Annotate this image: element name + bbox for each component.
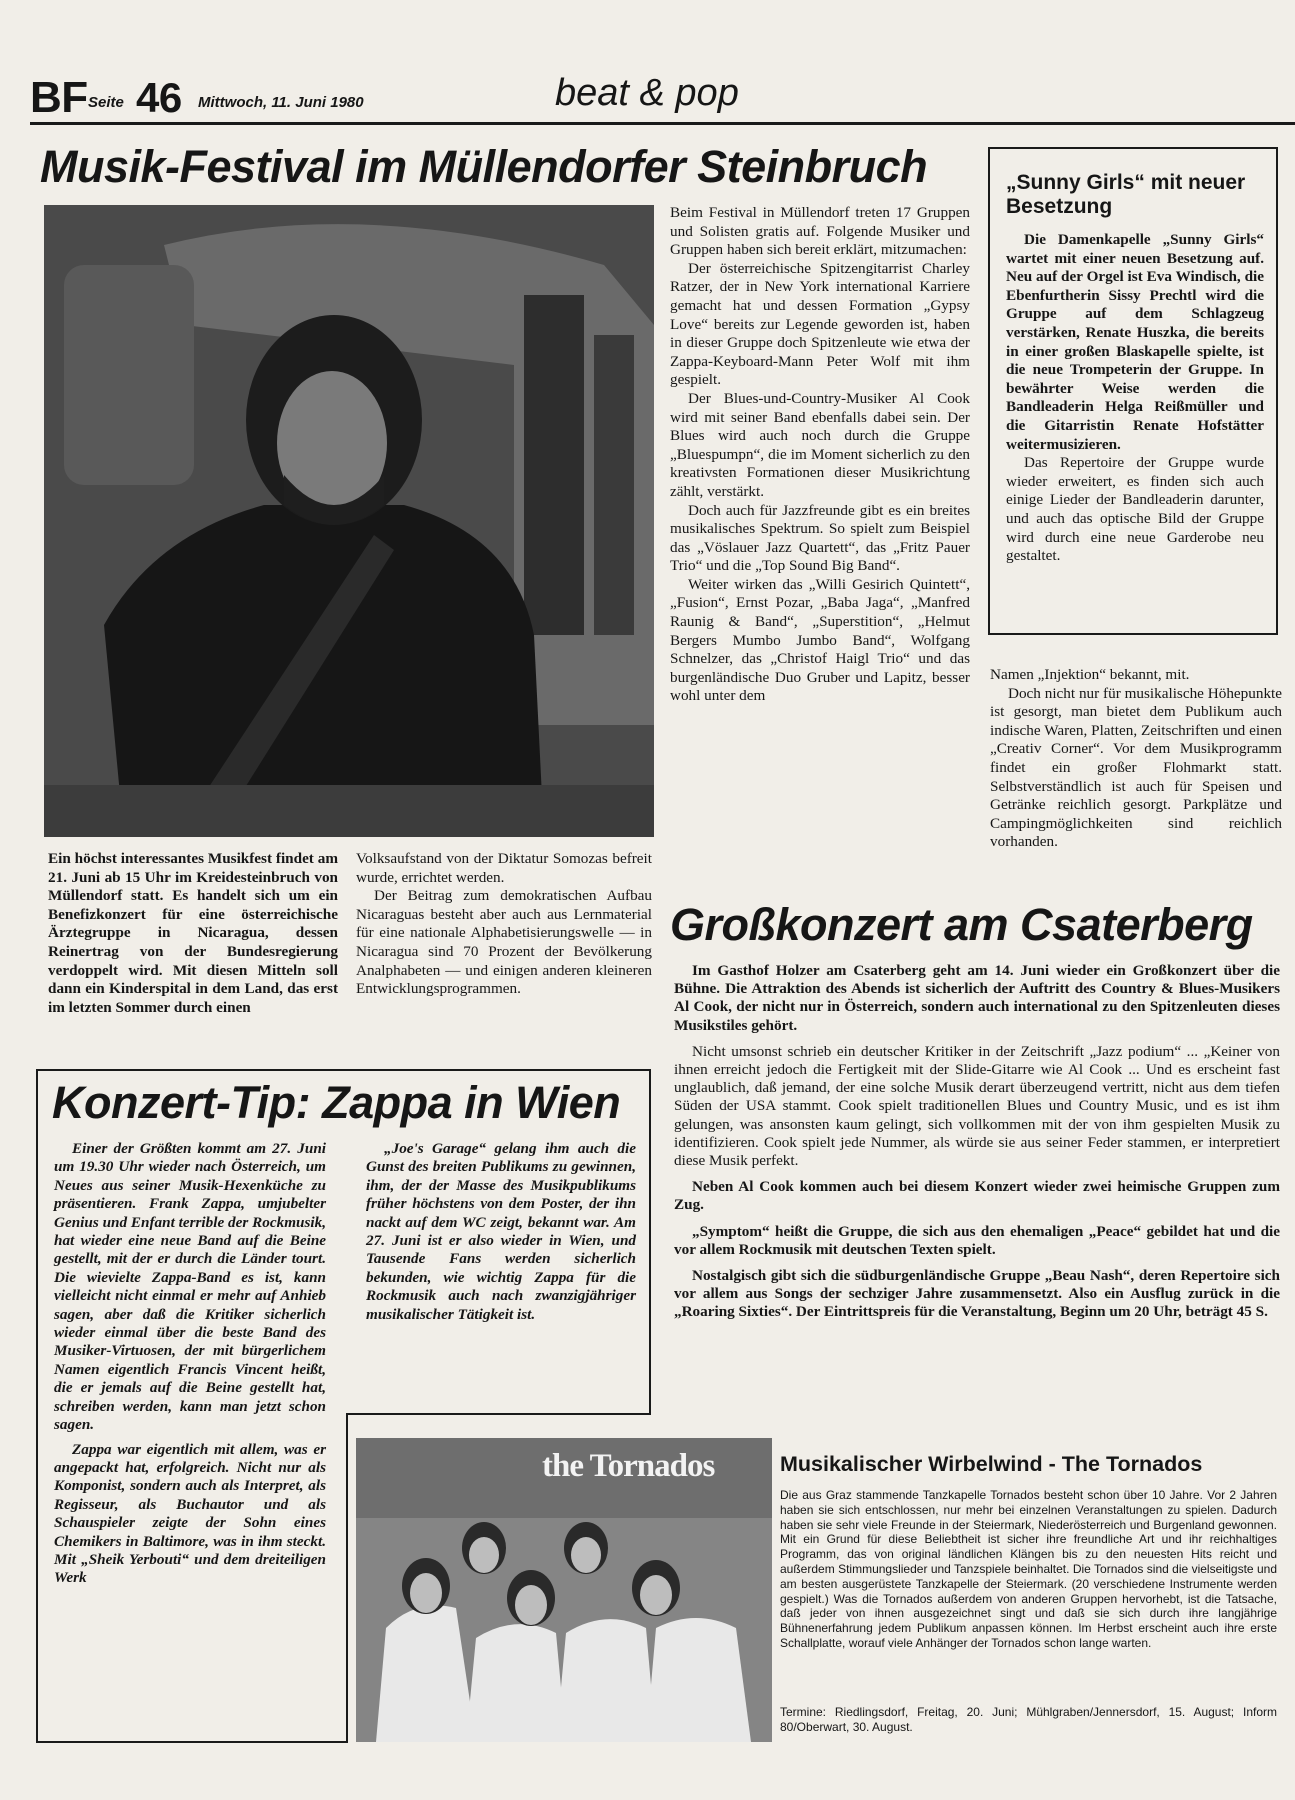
paragraph: Der Beitrag zum demokratischen Aufbau Nicaraguas besteht aber auch aus Lernmaterial für eine nationale Alphabetisierungswelle — in Nicaragua sind 70 Prozent der Bevölkerung Analphabeten — und einigen anderen kleineren Entwicklungsprogrammen.	[356, 887, 652, 998]
paragraph: Beim Festival in Müllendorf treten 17 Gruppen und Solisten gratis auf. Folgende Musiker und Gruppen haben sich bereit erklärt, mitzumachen:	[670, 204, 970, 259]
page-label: Seite	[88, 94, 124, 111]
newspaper-logo: BF	[30, 73, 88, 122]
tornados-headline: Musikalischer Wirbelwind - The Tornados	[780, 1452, 1203, 1476]
festival-lead: Ein höchst interessantes Musikfest findet am 21. Juni ab 15 Uhr im Kreidesteinbruch von Müllendorf statt. Es handelt sich um ein Benefizkonzert für eine österreichische Ärztegruppe in Nicaragua, dessen Reinertrag von der Bundesregierung verdoppelt wird. Mit diesen Mitteln soll dann ein Kinderspital in dem Land, das erst im letzten Sommer durch einen	[48, 850, 338, 1016]
paragraph: Weiter wirken das „Willi Gesirich Quintett“, „Fusion“, Ernst Pozar, „Baba Jaga“, „Manfred Raunig & Band“, „Superstition“, „Helmut Bergers Mumbo Jumbo Band“, Wolfgang Schnelzer, das „Christof Haigl Trio“ und das burgenländische Duo Gruber und Lapitz, besser wohl unter dem	[670, 575, 970, 705]
tornados-text: Die aus Graz stammende Tanzkapelle Tornados besteht schon über 10 Jahre. Vor 2 Jahren haben sie sich entschlossen, nur mehr bei einzelnen Veranstaltungen zu spielen. Dadurch haben sie sehr viele Freunde in der Steiermark, Niederösterreich und Burgenland gewonnen. Mit ein Grund für diese Beliebtheit ist sicher ihre freundliche Art und ihr reichhaltiges Programm, das von original ländlichen Klängen bis zu den neuesten Hits reicht und außerdem Stimmungslieder und Tanzspiele beinhaltet. Die Tornados sind die vielseitigste und am besten ausgerüstete Tanzkapelle der Steiermark. (20 verschiedene Instrumente werden gespielt.) Was die Tornados außerdem von anderen Gruppen hervorhebt, ist die Tatsache, daß jeder von ihnen ausgezeichnet singt und daß sie sich durch ihre langjährige Bühnenerfahrung jedem Publikum anpassen können. Im Herbst erscheint auch ihre erste Schallplatte, worauf viele Anhänger der Tornados schon lange warten.	[780, 1488, 1277, 1650]
paragraph: Namen „Injektion“ bekannt, mit.	[990, 666, 1190, 683]
sunny-girls-box	[988, 147, 1278, 635]
paragraph: Zappa war eigentlich mit allem, was er angepackt hat, erfolgreich. Nicht nur als Komponist, sondern auch als Interpret, als Regisseur, als Buchautor und als Schauspieler zeigte der Sohn eines Chemikers in Baltimore, was in ihm steckt. Mit „Sheik Yerbouti“ und dem dreiteiligen Werk	[54, 1440, 326, 1587]
festival-lead-continuation	[356, 850, 652, 999]
zappa-box-mid-border	[346, 1413, 651, 1415]
paragraph: Das Repertoire der Gruppe wurde wieder erweitert, es finden sich auch einige Lieder der Bandleaderin darunter, und auch das optische Bild der Gruppe wird durch eine neue Garderobe neu gestaltet.	[1006, 454, 1264, 565]
paragraph: Nostalgisch gibt sich die südburgenländische Gruppe „Beau Nash“, deren Repertoire sich vor allem aus Songs der sechziger Jahre zusammensetzt. Also ein Ausflug zurück in die „Roaring Sixties“. Der Eintrittspreis für die Veranstaltung, Beginn um 20 Uhr, beträgt 45 S.	[674, 1267, 1280, 1321]
sunny-girls-headline: „Sunny Girls“ mit neuer Besetzung	[1006, 171, 1246, 218]
csaterberg-headline: Großkonzert am Csaterberg	[670, 899, 1253, 950]
paragraph: Neben Al Cook kommen auch bei diesem Konzert wieder zwei heimische Gruppen zum Zug.	[674, 1178, 1280, 1214]
zappa-box-inner-border	[346, 1413, 348, 1743]
tornados-dates: Termine: Riedlingsdorf, Freitag, 20. Juni; Mühlgraben/Jennersdorf, 15. August; Inform 80/Oberwart, 30. August.	[780, 1705, 1277, 1734]
zappa-column-2	[366, 1140, 636, 1324]
issue-date: Mittwoch, 11. Juni 1980	[198, 94, 364, 111]
paragraph: „Symptom“ heißt die Gruppe, die sich aus den ehemaligen „Peace“ gebildet hat und die vor allem Rockmusik mit deutschen Texten spielt.	[674, 1222, 1280, 1258]
paragraph: „Joe's Garage“ gelang ihm auch die Gunst des breiten Publikums zu gewinnen, ihm, der der Masse des Musikpublikums früher höchstens von dem Poster, der ihn nackt auf dem WC zeigt, bekannt war. Am 27. Juni ist er also wieder in Wien, und Tausende Fans werden sicherlich bekunden, wie wichtig Zappa für die Rockmusik auch nach zwanzigjähriger musikalischer Tätigkeit ist.	[366, 1140, 636, 1323]
musician-photo	[44, 205, 654, 837]
paragraph: Doch nicht nur für musikalische Höhepunkte ist gesorgt, man bietet dem Publikum auch indische Waren, Platten, Zeitschriften und einen „Creativ Corner“. Vor dem Musikprogramm findet ein großer Flohmarkt statt. Selbstverständlich ist auch für Speisen und Getränke reichlich gesorgt. Parkplätze und Campingmöglichkeiten sind reichlich vorhanden.	[990, 684, 1282, 851]
tornados-photo	[356, 1438, 772, 1742]
zappa-headline: Konzert-Tip: Zappa in Wien	[52, 1077, 621, 1128]
paragraph: Die Damenkapelle „Sunny Girls“ wartet mit einer neuen Besetzung auf. Neu auf der Orgel ist Eva Windisch, die Ebenfurtherin Sissy Prechtl wird die Gruppe auf dem Schlagzeug verstärken, Renate Huszka, die bereits in einer großen Blaskapelle spielte, ist die neue Trompeterin der Gruppe. In bewährter Weise werden die Bandleaderin Helga Reißmüller und die Gitarristin Renate Hofstätter weitermusizieren.	[1006, 231, 1264, 453]
sunny-girls-bold-text	[1006, 231, 1264, 454]
paragraph: Der österreichische Spitzengitarrist Charley Ratzer, der in New York international Karriere gemacht hat und dessen Formation „Gypsy Love“ bereits zur Legende geworden ist, haben in dieser Gruppe doch Spitzenleute wie etwa der Zappa-Keyboard-Mann Peter Wolf mit ihm gespielt.	[670, 259, 970, 389]
paragraph: Der Blues-und-Country-Musiker Al Cook wird mit seiner Band ebenfalls dabei sein. Der Blues wird auch noch durch die Gruppe „Bluespumpn“, die im Moment sicherlich zu den kreativsten Formationen dieser Musikrichtung zählt, verstärkt.	[670, 389, 970, 500]
zappa-box-left-border	[36, 1413, 38, 1743]
zappa-column-1	[54, 1140, 326, 1588]
paragraph: Einer der Größten kommt am 27. Juni um 19.30 Uhr wieder nach Österreich, um Neues aus seiner Musik-Hexenküche zu präsentieren. Frank Zappa, umjubelter Genius und Enfant terrible der Rockmusik, hat wieder eine neue Band auf die Beine gestellt, mit der er durch die Länder tourt. Die wievielte Zappa-Band es ist, kann vielleicht nicht einmal er mehr auf Anhieb sagen, aber daß die Kritiker sicherlich wieder einmal über die beste Band des Musiker-Virtuosen, der mit bürgerlichem Namen eigentlich Francis Vincent heißt, die er jemals auf die Beine gestellt hat, schreiben werden, kann man jetzt schon sagen.	[54, 1140, 326, 1434]
tornados-photo-caption: the Tornados	[542, 1448, 715, 1484]
sunny-girls-text	[1006, 454, 1264, 566]
paragraph: Im Gasthof Holzer am Csaterberg geht am 14. Juni wieder ein Großkonzert über die Bühne. Die Attraktion des Abends ist sicherlich der Auftritt des Country & Blues-Musikers Al Cook, der nicht nur in Österreich, sondern auch international zu den Spitzenleuten dieses Musikstiles gehört.	[674, 962, 1280, 1034]
paragraph: Doch auch für Jazzfreunde gibt es ein breites musikalisches Spektrum. So spielt zum Beispiel das „Vöslauer Jazz Quartett“, das „Fritz Pauer Trio“ und die „Top Sound Big Band“.	[670, 501, 970, 575]
festival-column-3	[670, 204, 970, 706]
zappa-box-bottom-border	[36, 1741, 346, 1743]
header-rule	[30, 122, 1295, 125]
festival-column-4	[990, 666, 1282, 852]
paragraph: Volksaufstand von der Diktatur Somozas befreit wurde, errichtet werden.	[356, 850, 652, 886]
csaterberg-body	[674, 962, 1280, 1322]
page-number: 46	[136, 74, 182, 121]
paragraph: Nicht umsonst schrieb ein deutscher Kritiker in der Zeitschrift „Jazz podium“ ... „Keiner von ihnen erreicht jedoch die Fertigkeit mit der Slide-Gitarre wie Al Cook ... Und es erscheint fast unglaublich, daß jemand, der eine solche Musik derart überzeugend vertritt, nicht aus dem tiefen Süden der USA stammt. Cook spielt traditionellen Blues und Country Music, und es ist ihm gelungen, was ansonsten kaum gelingt, sich vollkommen mit der von ihm gespielten Musik zu identifizieren. Cook spielt jede Nummer, als würde sie aus seiner Feder stammen, er interpretiert diese Musik perfekt.	[674, 1042, 1280, 1170]
musician-illustration	[44, 205, 654, 837]
section-title: beat & pop	[555, 72, 739, 114]
festival-headline: Musik-Festival im Müllendorfer Steinbruch	[40, 141, 928, 192]
